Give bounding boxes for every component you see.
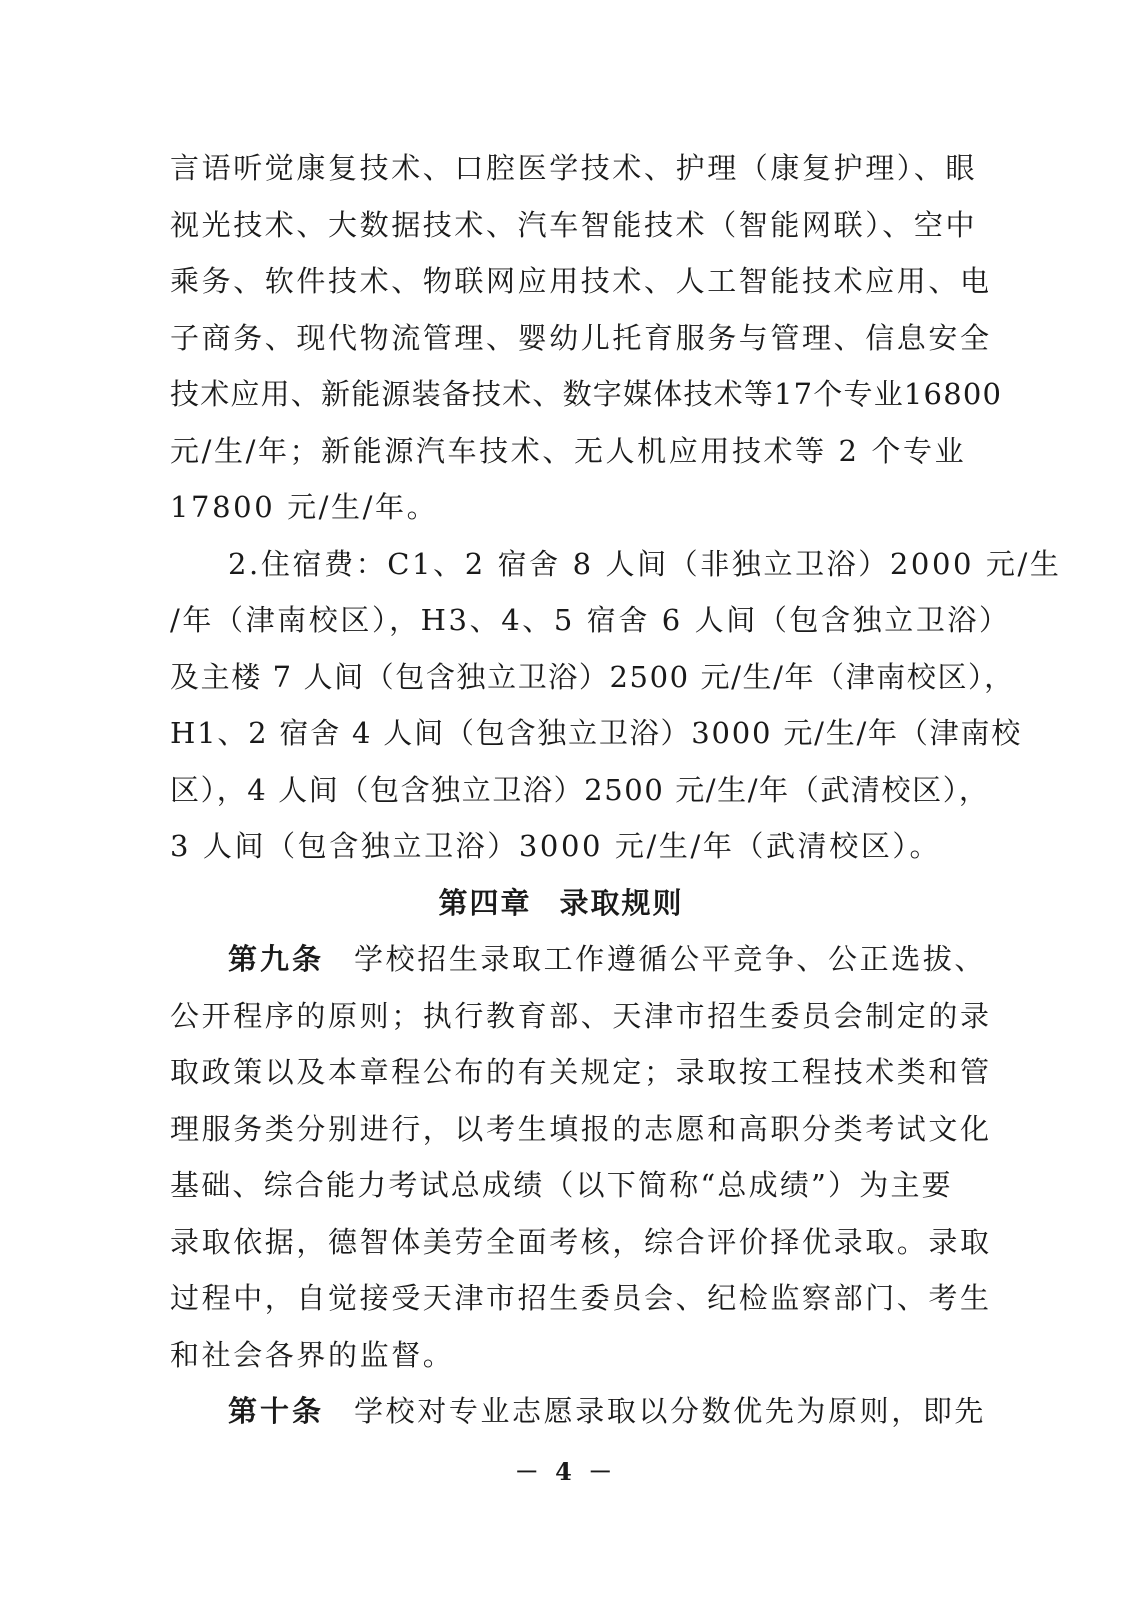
text-line: 17800 元/生/年。: [170, 490, 439, 524]
text-line: 及主楼 7 人间（包含独立卫浴）2500 元/生/年（津南校区），: [170, 659, 1015, 694]
text-line: 子商务、现代物流管理、婴幼儿托育服务与管理、信息安全: [170, 320, 992, 355]
text-line: 视光技术、大数据技术、汽车智能技术（智能网联）、空中: [170, 207, 978, 242]
text-line: 区），4 人间（包含独立卫浴）2500 元/生/年（武清校区），: [170, 772, 990, 807]
text-line: 录取依据，德智体美劳全面考核，综合评价择优录取。录取: [170, 1224, 992, 1259]
text-line: 和社会各界的监督。: [170, 1337, 455, 1372]
article-nine: [170, 931, 992, 1383]
text-line: [170, 1383, 987, 1440]
article-ten: [170, 1383, 987, 1440]
text-line: 元/生/年；新能源汽车技术、无人机应用技术等 2 个专业: [170, 433, 967, 468]
text-line: 3 人间（包含独立卫浴）3000 元/生/年（武清校区）。: [170, 829, 942, 863]
text-line: 乘务、软件技术、物联网应用技术、人工智能技术应用、电: [170, 264, 992, 298]
text-line: 2.住宿费：C1、2 宿舍 8 人间（非独立卫浴）2000 元/生: [228, 546, 1062, 581]
chapter-heading: [170, 875, 942, 932]
text-line: 过程中，自觉接受天津市招生委员会、纪检监察部门、考生: [170, 1281, 992, 1315]
text-line: 理服务类分别进行，以考生填报的志愿和高职分类考试文化: [170, 1111, 992, 1146]
article-text: 学校对专业志愿录取以分数优先为原则，即先: [354, 1394, 987, 1428]
text-line: H1、2 宿舍 4 人间（包含独立卫浴）3000 元/生/年（津南校: [170, 716, 1023, 750]
text-line: /年（津南校区），H3、4、5 宿舍 6 人间（包含独立卫浴）: [170, 603, 1011, 637]
page-content: [170, 140, 1062, 1440]
text-line: [170, 931, 987, 988]
text-line: 公开程序的原则；执行教育部、天津市招生委员会制定的录: [170, 998, 992, 1033]
text-line: 取政策以及本章程公布的有关规定；录取按工程技术类和管: [170, 1055, 992, 1089]
text-line: 技术应用、新能源装备技术、数字媒体技术等17个专业16800: [170, 377, 1003, 411]
text-line: 基础、综合能力考试总成绩（以下简称“总成绩”）为主要: [170, 1168, 953, 1202]
article-text: 学校招生录取工作遵循公平竞争、公正选拔、: [354, 942, 987, 976]
chapter-number: 第四章: [438, 885, 532, 920]
chapter-title: 录取规则: [559, 885, 684, 920]
paragraph-fee-majors: [170, 140, 1003, 536]
text-line: 言语听觉康复技术、口腔医学技术、护理（康复护理）、眼: [170, 151, 978, 185]
page-number: － 4 －: [514, 1457, 617, 1486]
article-title: 第九条: [228, 942, 325, 976]
paragraph-accommodation-fee: [170, 536, 1062, 875]
article-title: 第十条: [228, 1394, 325, 1428]
